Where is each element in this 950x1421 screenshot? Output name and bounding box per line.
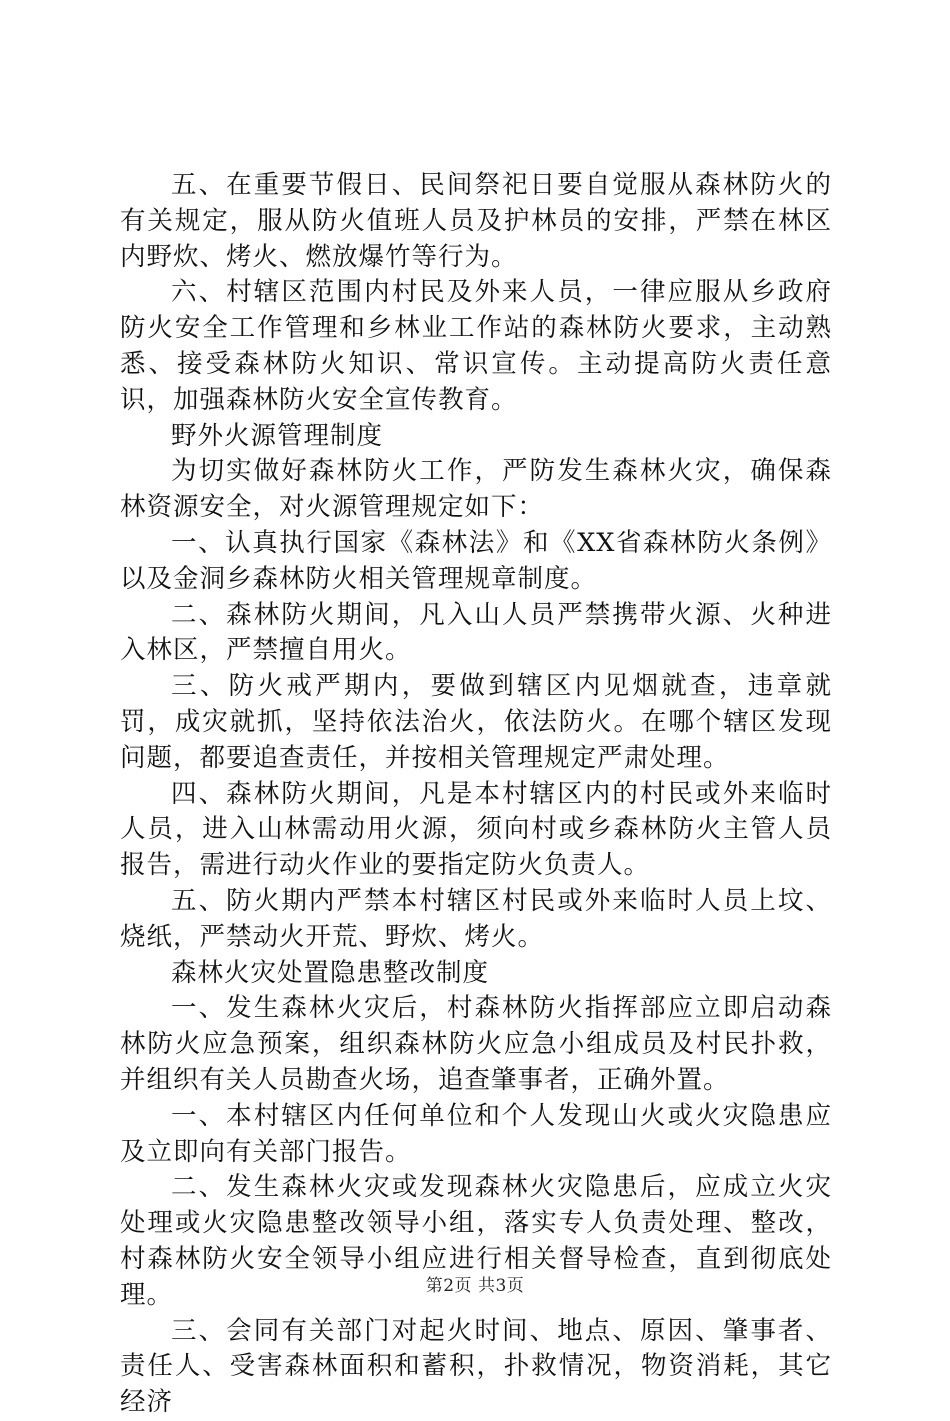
section-heading-hazard-rectification: 森林火灾处置隐患整改制度 xyxy=(171,957,490,988)
paragraph-fire-source-3: 三、防火戒严期内，要做到辖区内见烟就查，违章就罚，成灾就抓，坚持依法治火，依法防火。在哪个辖区发现问题，都要追查责任，并按相关管理规定严肃处理。 xyxy=(120,671,832,773)
paragraph-hazard-1a: 一、发生森林火灾后，村森林防火指挥部应立即启动森林防火应急预案，组织森林防火应急小组成员及村民扑救，并组织有关人员勘查火场，追查肇事者，正确外置。 xyxy=(120,993,832,1095)
paragraph-hazard-2: 二、发生森林火灾或发现森林火灾隐患后，应成立火灾处理或火灾隐患整改领导小组，落实专人负责处理、整改，村森林防火安全领导小组应进行相关督导检查，直到彻底处理。 xyxy=(120,1172,832,1310)
section-heading-fire-source: 野外火源管理制度 xyxy=(171,420,384,451)
paragraph-fire-source-5: 五、防火期内严禁本村辖区村民或外来临时人员上坟、烧纸，严禁动火开荒、野炊、烤火。 xyxy=(120,885,832,952)
paragraph-hazard-3: 三、会同有关部门对起火时间、地点、原因、肇事者、责任人、受害森林面积和蓄积，扑救情况，物资消耗，其它经济 xyxy=(120,1315,832,1418)
paragraph-fire-source-1: 一、认真执行国家《森林法》和《XX省森林防火条例》以及金洞乡森林防火相关管理规章制度。 xyxy=(120,527,832,594)
paragraph-fire-source-2: 二、森林防火期间，凡入山人员严禁携带火源、火种进入林区，严禁擅自用火。 xyxy=(120,599,832,666)
page-number-footer: 第2页 共3页 xyxy=(425,1276,525,1296)
document-body xyxy=(120,168,832,1421)
paragraph-holiday-rules: 五、在重要节假日、民间祭祀日要自觉服从森林防火的有关规定，服从防火值班人员及护林员的安排，严禁在林区内野炊、烤火、燃放爆竹等行为。 xyxy=(120,170,832,272)
paragraph-fire-source-4: 四、森林防火期间，凡是本村辖区内的村民或外来临时人员，进入山林需动用火源，须向村或乡森林防火主管人员报告，需进行动火作业的要指定防火负责人。 xyxy=(120,778,832,881)
paragraph-village-residents: 六、村辖区范围内村民及外来人员，一律应服从乡政府防火安全工作管理和乡林业工作站的森林防火要求，主动熟悉、接受森林防火知识、常识宣传。主动提高防火责任意识，加强森林防火安全宣传教育。 xyxy=(120,277,832,415)
paragraph-fire-source-intro: 为切实做好森林防火工作，严防发生森林火灾，确保森林资源安全，对火源管理规定如下： xyxy=(120,456,832,523)
paragraph-hazard-1b: 一、本村辖区内任何单位和个人发现山火或火灾隐患应及立即向有关部门报告。 xyxy=(120,1100,832,1167)
